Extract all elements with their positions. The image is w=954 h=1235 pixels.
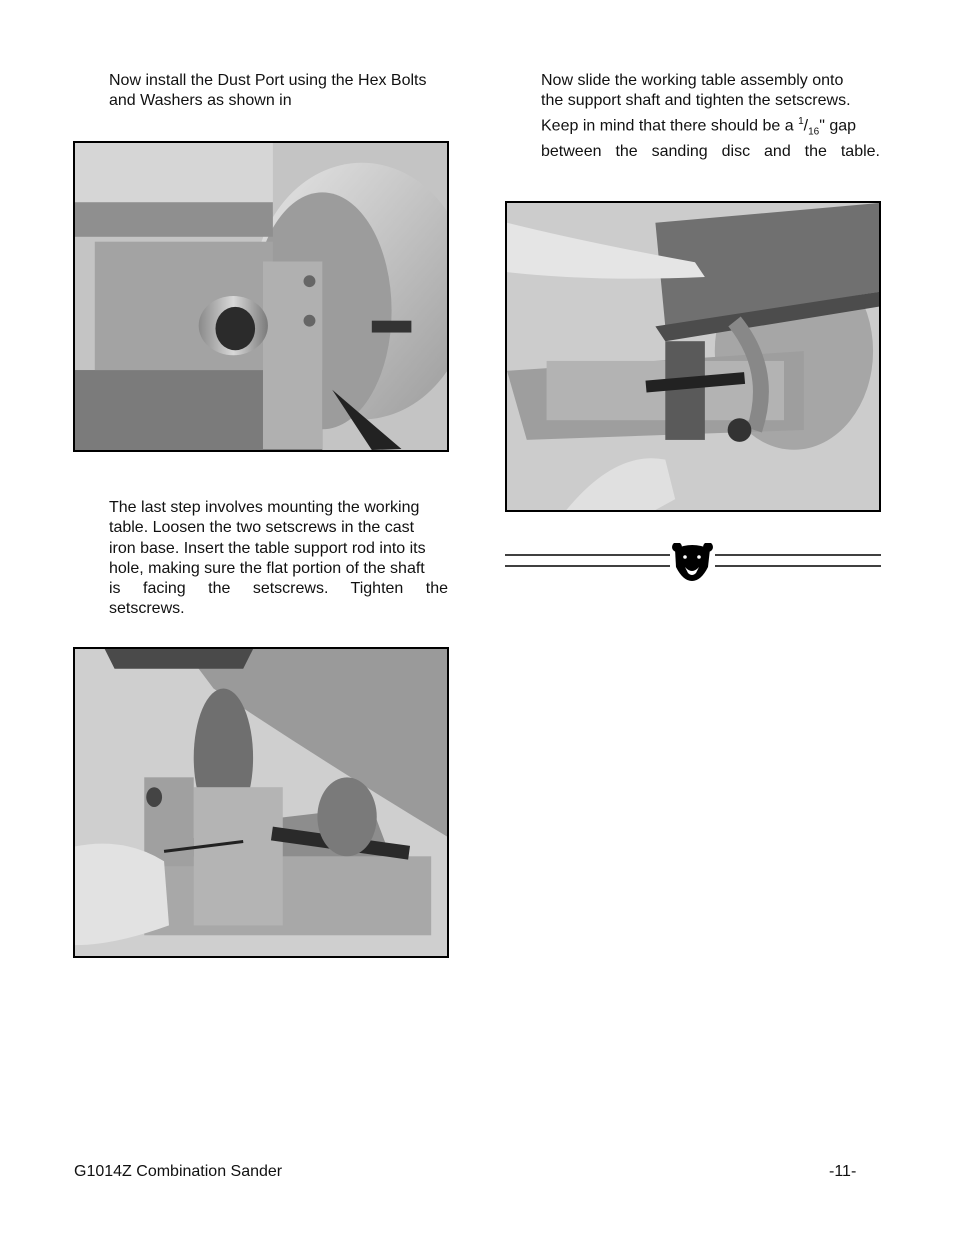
working-table-photo [505,201,881,512]
text-line: Now slide the working table assembly onto [541,72,844,89]
support-rod-photo [73,647,449,958]
footer-page-number: -11- [829,1163,857,1180]
footer-product-name: G1014Z Combination Sander [74,1163,283,1180]
text-line: The last step involves mounting the working [109,499,420,516]
dust-port-photo [73,141,449,452]
working-table-illustration [507,203,879,510]
section-divider [505,543,881,583]
fraction-slash: / [803,116,809,134]
text-line: iron base. Insert the table support rod into its [109,539,426,557]
text-line: setscrews. [109,600,185,618]
fraction-denominator: 16 [808,126,820,138]
text-line: the support shaft and tighten the setscrews. [541,92,851,110]
text-line: table. Loosen the two setscrews in the cast [109,519,415,537]
table-slide-instructions [541,71,880,163]
support-rod-illustration [75,649,447,956]
table-mounting-instructions [109,498,448,620]
text-line: is facing the setscrews. Tighten the [109,580,448,598]
text-fragment: Keep in mind that there should be a [541,116,799,134]
text-line: hole, making sure the flat portion of the shaft [109,559,425,577]
divider-graphic [505,543,881,583]
text-line: and Washers as shown in [109,92,292,110]
text-fragment: " gap [819,116,857,134]
fraction-numerator: 1 [798,115,804,127]
bear-head-icon [672,543,713,581]
dust-port-instructions [109,71,448,112]
text-line: Now install the Dust Port using the Hex Bolts [109,72,427,89]
text-line: between the sanding disc and the table. [541,143,880,161]
text-line-with-fraction [541,112,880,143]
dust-port-illustration [75,143,447,450]
